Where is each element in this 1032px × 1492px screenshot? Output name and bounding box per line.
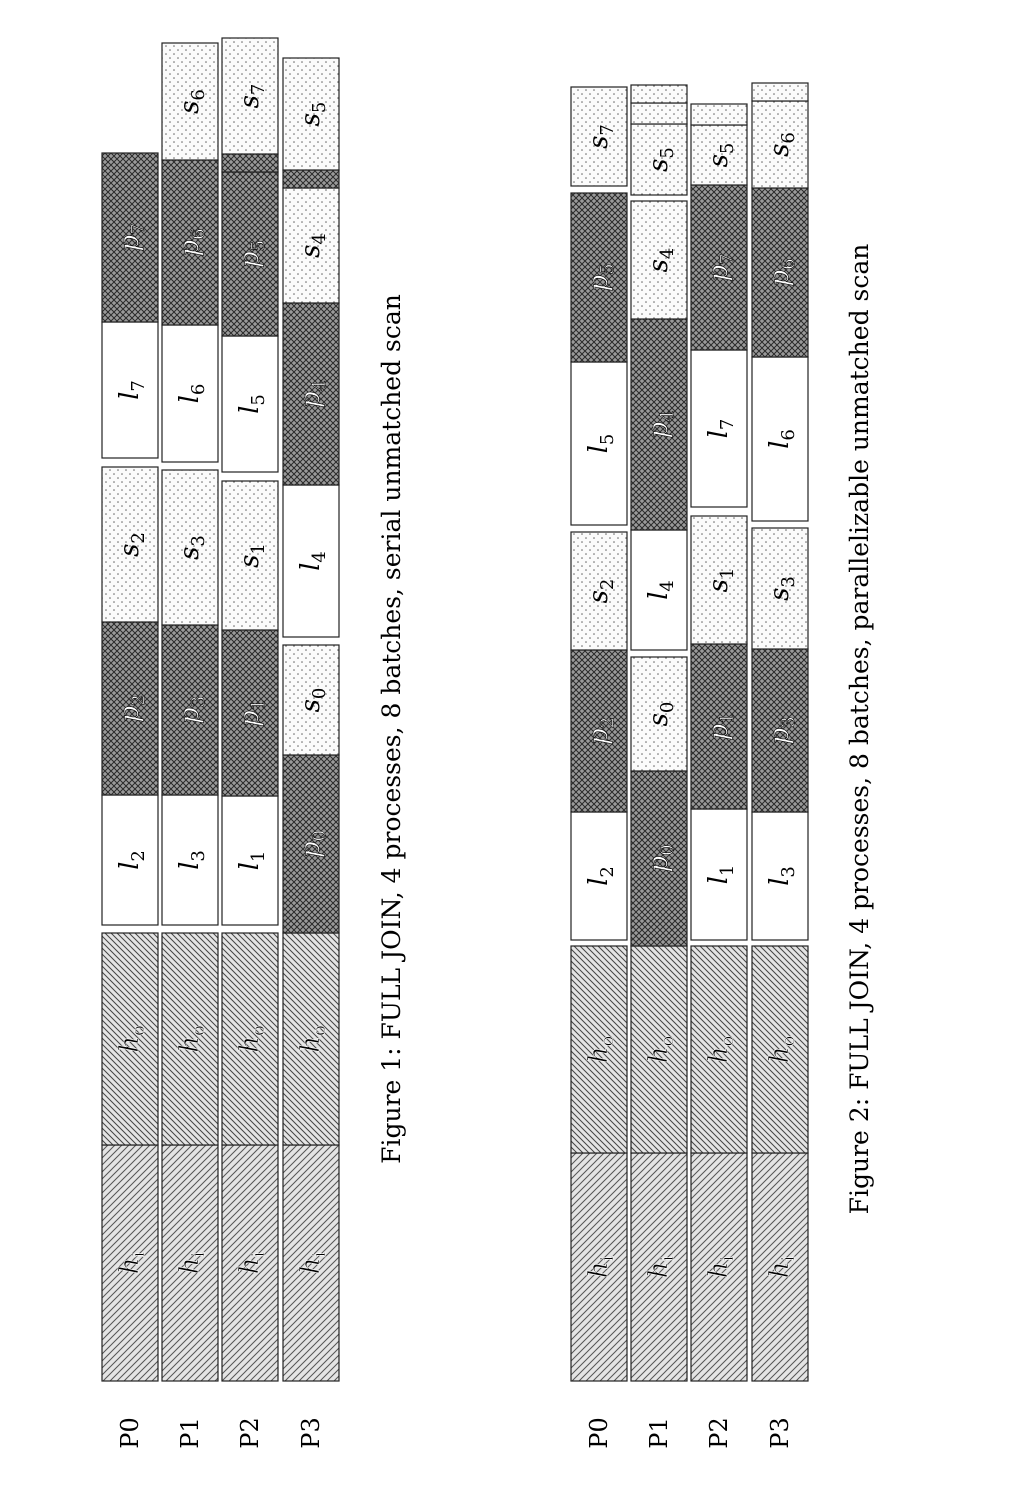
- block-label: $s_3$: [765, 576, 799, 601]
- figure-2: [571, 83, 874, 1449]
- block-label: $p_7$: [115, 223, 149, 252]
- process-row-p1: [162, 43, 218, 1381]
- block-label: $l_2$: [584, 866, 618, 886]
- process-label-p2: P2: [236, 1417, 264, 1449]
- block-s: [631, 85, 687, 103]
- block-label: $l_4$: [644, 580, 678, 600]
- block-label: $s_7$: [235, 83, 269, 109]
- block-label: $s_7$: [584, 124, 618, 149]
- block-label: $p_1$: [704, 712, 738, 741]
- block-s: [691, 104, 747, 125]
- block-label: $s_4$: [644, 247, 678, 273]
- block-label: $p_5$: [235, 239, 269, 269]
- block-label: $p_2$: [584, 716, 618, 746]
- block-label: $p_2$: [115, 694, 149, 723]
- block-label: $l_4$: [296, 551, 330, 571]
- block-s: [631, 103, 687, 124]
- block-label: $s_4$: [296, 233, 330, 258]
- process-row-p2: [691, 104, 747, 1381]
- block-label: $s_5$: [644, 147, 678, 172]
- process-label-p3: P3: [297, 1417, 325, 1449]
- block-label: $p_7$: [704, 253, 738, 282]
- block-label: $l_7$: [115, 380, 149, 400]
- block-s: [752, 83, 808, 101]
- process-label-p1: P1: [176, 1417, 204, 1449]
- process-label-p0: P0: [585, 1417, 613, 1449]
- block-label: $h_o$: [115, 1025, 149, 1053]
- block-label: $s_2$: [584, 578, 618, 604]
- block-label: $h_i$: [765, 1255, 799, 1279]
- process-row-p3: [752, 83, 808, 1381]
- block-label: $l_1$: [235, 850, 269, 871]
- block-label: $l_5$: [584, 433, 618, 454]
- process-row-p2: [222, 38, 278, 1381]
- block-label: $h_o$: [296, 1025, 330, 1053]
- process-label-p0: P0: [116, 1417, 144, 1449]
- block-label: $h_o$: [704, 1035, 738, 1064]
- block-label: $p_4$: [644, 410, 678, 439]
- process-label-p3: P3: [766, 1417, 794, 1449]
- block-label: $s_5$: [296, 101, 330, 127]
- block-label: $p_5$: [584, 263, 618, 292]
- block-label: $h_o$: [175, 1025, 209, 1053]
- block-label: $h_i$: [644, 1255, 678, 1279]
- block-label: $h_i$: [115, 1251, 149, 1275]
- block-label: $s_0$: [644, 701, 678, 727]
- block-label: $l_3$: [175, 850, 209, 870]
- block-label: $s_3$: [175, 535, 209, 560]
- block-label: $h_o$: [584, 1035, 618, 1064]
- block-label: $l_3$: [765, 866, 799, 886]
- block-label: $s_1$: [235, 543, 269, 568]
- block-label: $p_3$: [175, 695, 209, 725]
- block-label: $s_0$: [296, 687, 330, 713]
- process-row-p1: [631, 85, 687, 1381]
- block-label: $l_5$: [235, 394, 269, 414]
- block-label: $s_5$: [704, 142, 738, 168]
- process-label-p1: P1: [645, 1417, 673, 1449]
- block-label: $p_4$: [296, 379, 330, 409]
- block-label: $s_6$: [765, 132, 799, 157]
- figure-1: [102, 38, 406, 1449]
- block-label: $p_1$: [235, 698, 269, 728]
- process-label-p2: P2: [705, 1417, 733, 1449]
- block-label: $l_2$: [115, 850, 149, 870]
- block-label: $l_7$: [704, 418, 738, 439]
- block-label: $h_i$: [296, 1251, 330, 1275]
- block-label: $h_i$: [235, 1251, 269, 1275]
- process-row-p0: [571, 87, 627, 1381]
- block-label: $h_i$: [584, 1255, 618, 1279]
- block-p: [222, 154, 278, 172]
- block-label: $s_2$: [115, 532, 149, 557]
- block-p: [283, 170, 339, 188]
- block-label: $h_i$: [175, 1251, 209, 1275]
- block-label: $l_1$: [704, 864, 738, 885]
- block-label: $h_o$: [235, 1025, 269, 1053]
- block-label: $s_1$: [704, 567, 738, 593]
- block-label: $l_6$: [175, 383, 209, 404]
- block-label: $p_0$: [644, 844, 678, 873]
- block-label: $p_3$: [765, 716, 799, 745]
- block-label: $p_6$: [765, 258, 799, 287]
- block-label: $h_i$: [704, 1255, 738, 1279]
- process-row-p3: [283, 58, 339, 1381]
- block-label: $h_o$: [765, 1035, 799, 1064]
- process-row-p0: [102, 153, 158, 1381]
- block-label: $s_6$: [175, 89, 209, 114]
- block-label: $p_0$: [296, 829, 330, 859]
- block-label: $h_o$: [644, 1035, 678, 1064]
- figure-caption: Figure 1: FULL JOIN, 4 processes, 8 batches, serial unmatched scan: [377, 294, 406, 1164]
- block-label: $p_6$: [175, 228, 209, 257]
- block-label: $l_6$: [765, 429, 799, 449]
- figure-caption: Figure 2: FULL JOIN, 4 processes, 8 batches, parallelizable unmatched scan: [845, 243, 874, 1215]
